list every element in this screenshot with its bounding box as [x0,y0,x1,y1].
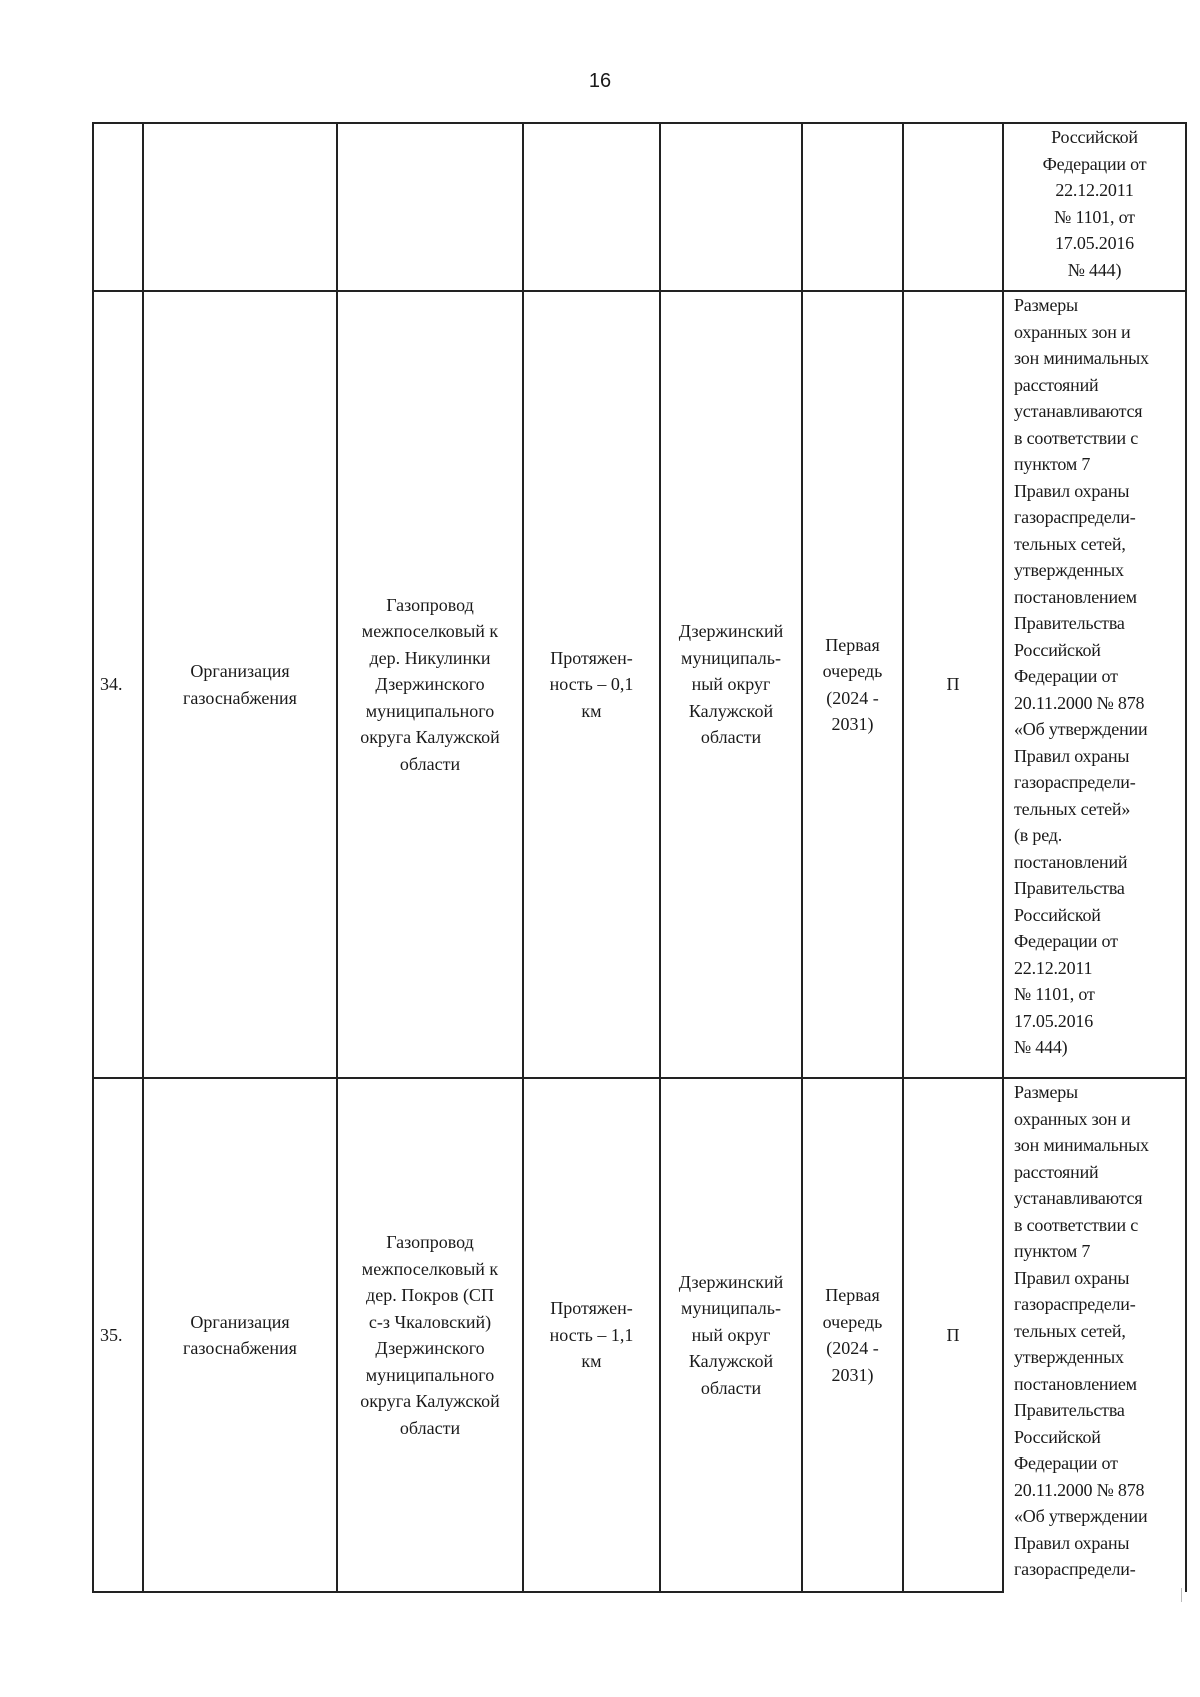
note-cell: Размеры охранных зон и зон минимальных расстояний устанавливаются в соответствии с пунктом 7 Правил охраны газораспредели- тельных сетей, утвержденных постановлением Правительства Российской Федерации от 20.11.2000 № 878 «Об утверждении Правил охраны газораспредели- [1003,1078,1186,1592]
note-cell: Российской Федерации от 22.12.2011 № 1101, от 17.05.2016 № 444) [1003,123,1186,291]
period-cell [802,123,903,291]
purpose-cell [143,123,337,291]
location-cell: Дзержинский муниципаль- ный округ Калужской области [660,291,802,1078]
location-cell [660,123,802,291]
status-cell: П [903,291,1003,1078]
purpose-cell: Организация газоснабжения [143,1078,337,1592]
projects-table [92,122,1187,1593]
num-cell: 34. [93,291,143,1078]
page-number: 16 [588,70,612,92]
object-cell: Газопровод межпоселковый к дер. Покров (СП с-з Чкаловский) Дзержинского муниципального округа Калужской области [337,1078,523,1592]
status-cell: П [903,1078,1003,1592]
num-cell: 35. [93,1078,143,1592]
num-cell [93,123,143,291]
note-cell: Размеры охранных зон и зон минимальных расстояний устанавливаются в соответствии с пунктом 7 Правил охраны газораспредели- тельных сетей, утвержденных постановлением Правительства Российской Федерации от 20.11.2000 № 878 «Об утверждении Правил охраны газораспредели- тельных сетей» (в ред. постановлений Правительства Российской Федерации от 22.12.2011 № 1101, от 17.05.2016 № 444) [1003,291,1186,1078]
object-cell [337,123,523,291]
characteristics-cell [523,123,660,291]
status-cell [903,123,1003,291]
period-cell: Первая очередь (2024 - 2031) [802,291,903,1078]
scan-edge-mark [1181,1588,1182,1602]
location-cell: Дзержинский муниципаль- ный округ Калужской области [660,1078,802,1592]
table-row-35 [93,1078,1186,1592]
object-cell: Газопровод межпоселковый к дер. Никулинки Дзержинского муниципального округа Калужской области [337,291,523,1078]
characteristics-cell: Протяжен- ность – 1,1 км [523,1078,660,1592]
purpose-cell: Организация газоснабжения [143,291,337,1078]
table-row-continuation [93,123,1186,291]
characteristics-cell: Протяжен- ность – 0,1 км [523,291,660,1078]
period-cell: Первая очередь (2024 - 2031) [802,1078,903,1592]
table-row-34 [93,291,1186,1078]
